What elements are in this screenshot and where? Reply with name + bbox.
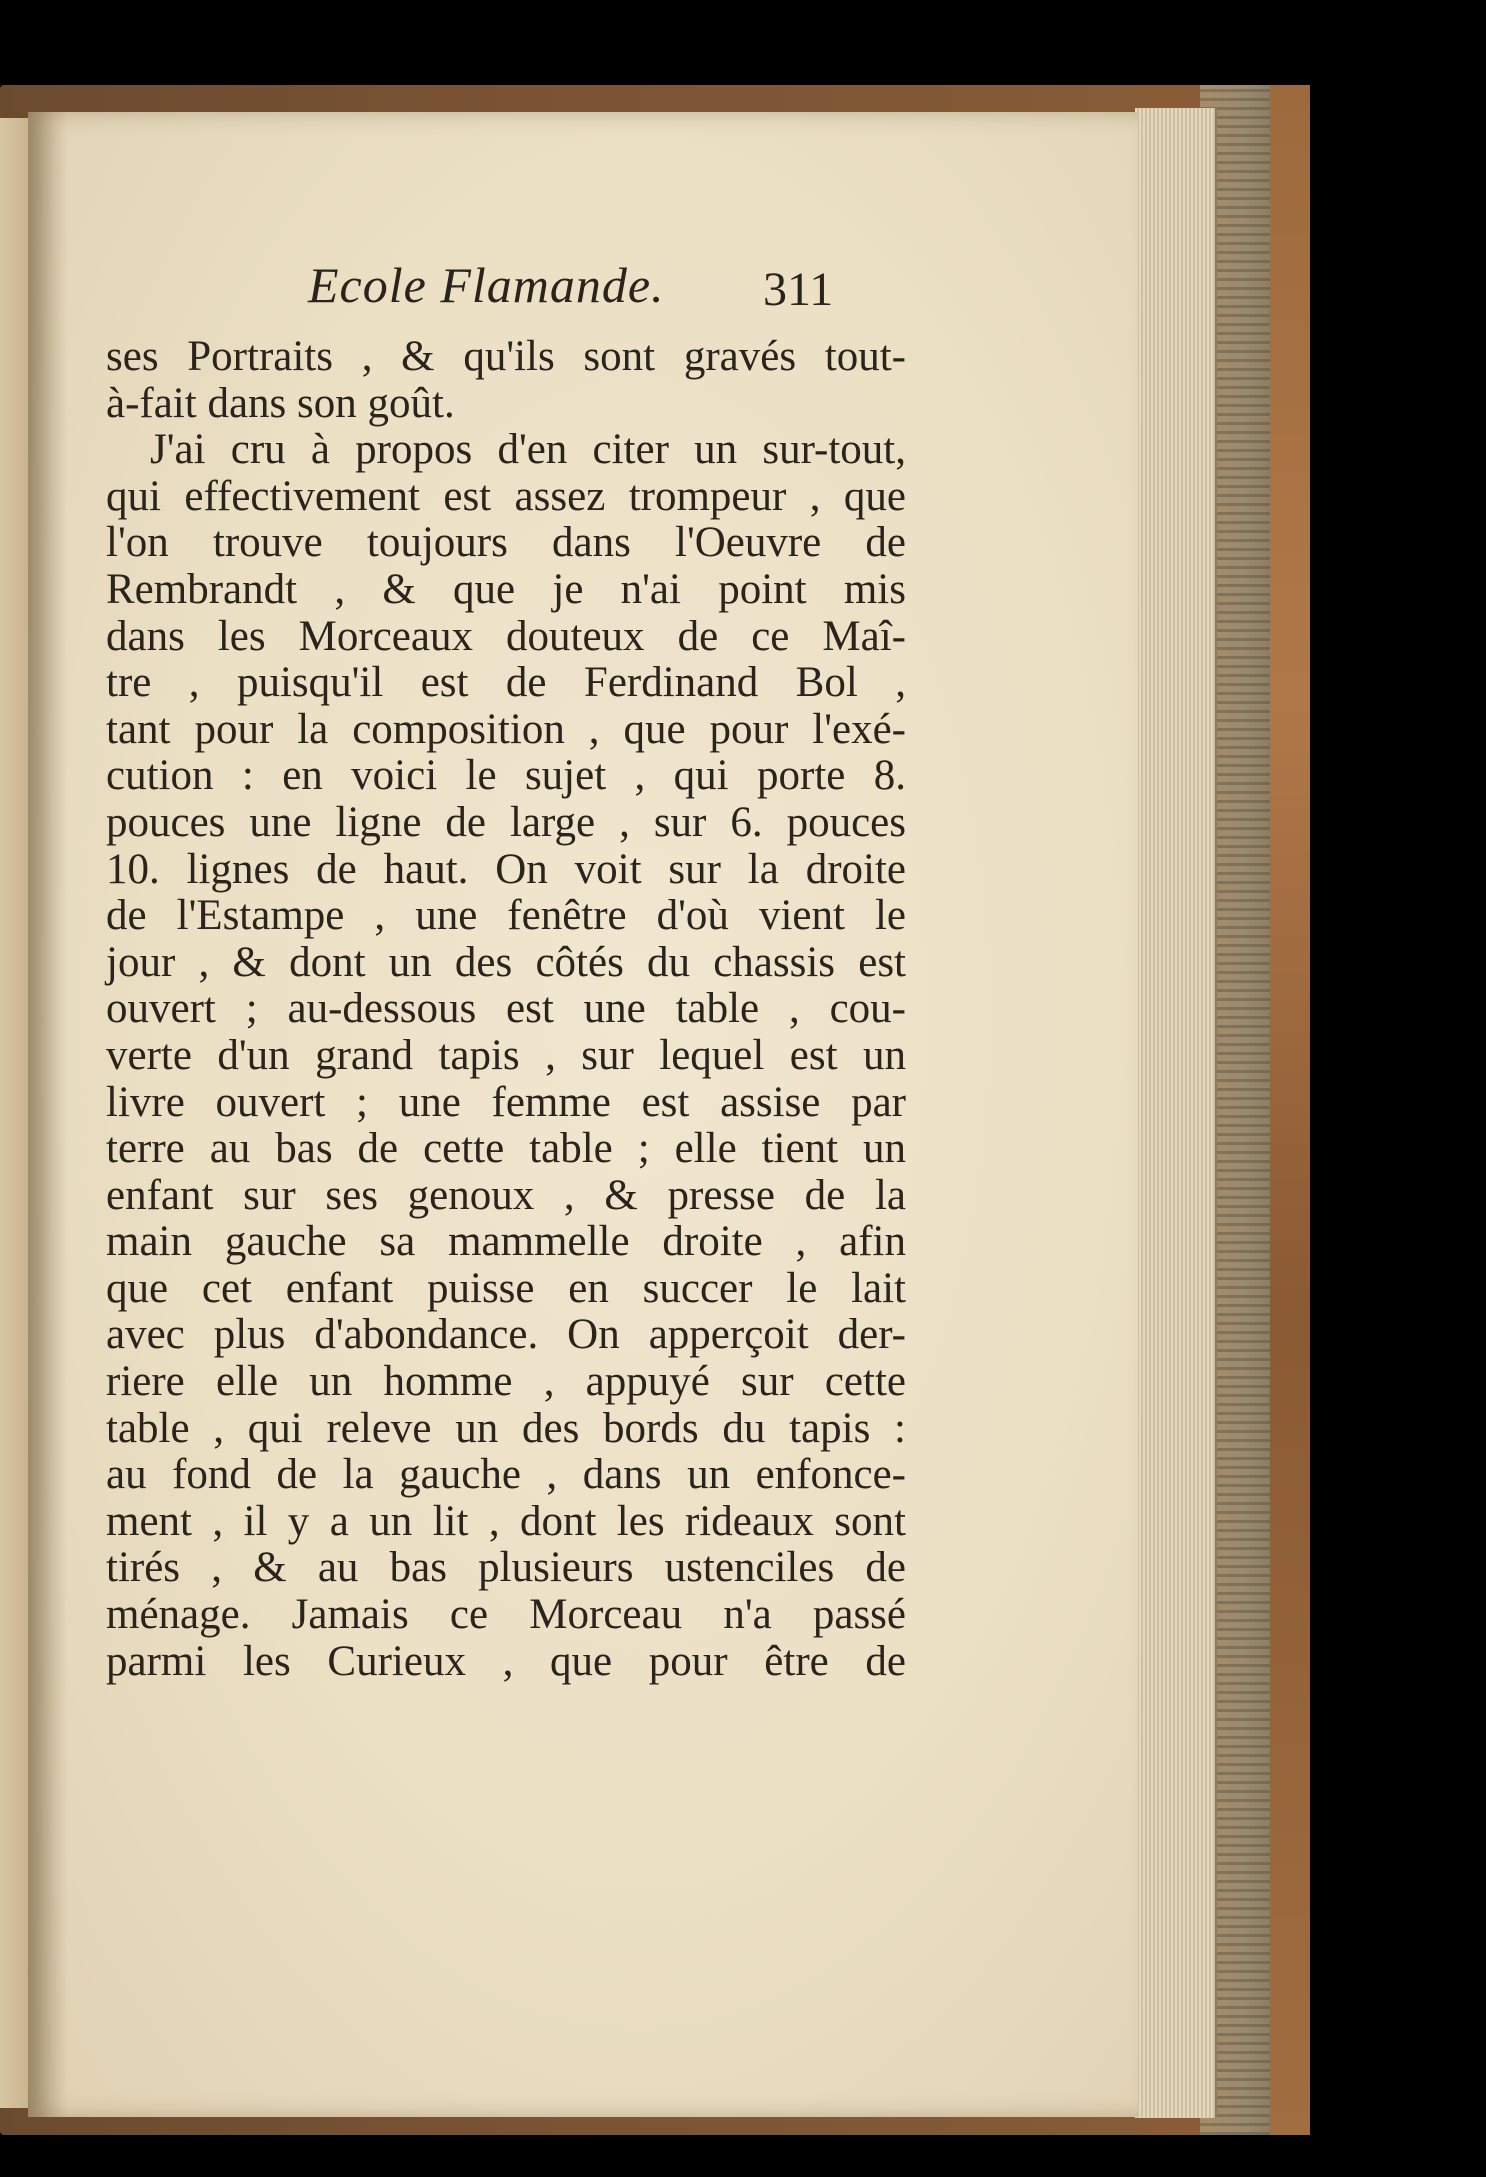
- page-header: [28, 256, 1138, 336]
- text-line: J'ai cru à propos d'en citer un sur-tout,: [150, 426, 906, 474]
- left-page-strip: [0, 118, 28, 2108]
- text-line: l'on trouve toujours dans l'Oeuvre de: [106, 519, 906, 567]
- text-line: 10. lignes de haut. On voit sur la droite: [106, 845, 906, 893]
- text-line: tirés , & au bas plusieurs ustenciles de: [106, 1544, 906, 1592]
- text-line: dans les Morceaux douteux de ce Maî-: [106, 612, 906, 660]
- text-line: verte d'un grand tapis , sur lequel est un: [106, 1031, 906, 1079]
- text-line: jour , & dont un des côtés du chassis est: [106, 938, 906, 986]
- text-line: qui effectivement est assez trompeur , que: [106, 472, 906, 520]
- text-line: riere elle un homme , appuyé sur cette: [106, 1358, 906, 1406]
- body-text: [106, 334, 906, 1685]
- page-block-edges: [1135, 108, 1217, 2118]
- book-page: [28, 112, 1138, 2117]
- text-line: ment , il y a un lit , dont les rideaux sont: [106, 1497, 906, 1545]
- text-line: parmi les Curieux , que pour être de: [106, 1637, 906, 1685]
- text-line: ses Portraits , & qu'ils sont gravés tout-: [106, 333, 906, 380]
- text-line: pouces une ligne de large , sur 6. pouces: [106, 798, 906, 846]
- text-line: au fond de la gauche , dans un enfonce-: [106, 1451, 906, 1499]
- text-line: ouvert ; au-dessous est une table , cou-: [106, 985, 906, 1033]
- text-line: à-fait dans son goût.: [106, 379, 455, 427]
- text-line: terre au bas de cette table ; elle tient un: [106, 1125, 906, 1173]
- running-head: Ecole Flamande.: [308, 257, 665, 313]
- gutter-shadow: [28, 112, 68, 2117]
- text-line: enfant sur ses genoux , & presse de la: [106, 1171, 906, 1219]
- text-line: avec plus d'abondance. On apperçoit der-: [106, 1311, 906, 1359]
- text-line: tant pour la composition , que pour l'exé-: [106, 705, 906, 753]
- text-line: de l'Estampe , une fenêtre d'où vient le: [106, 892, 906, 940]
- book-spine-leather: [1270, 85, 1310, 2135]
- text-line: ménage. Jamais ce Morceau n'a passé: [106, 1591, 906, 1639]
- page-number: 311: [763, 263, 834, 316]
- text-line: cution : en voici le sujet , qui porte 8.: [106, 752, 906, 800]
- text-line: que cet enfant puisse en succer le lait: [106, 1264, 906, 1312]
- text-line: Rembrandt , & que je n'ai point mis: [106, 565, 906, 613]
- text-line: tre , puisqu'il est de Ferdinand Bol ,: [106, 659, 906, 707]
- text-line: livre ouvert ; une femme est assise par: [106, 1078, 906, 1126]
- text-line: table , qui releve un des bords du tapis :: [106, 1404, 906, 1452]
- text-line: main gauche sa mammelle droite , afin: [106, 1218, 906, 1266]
